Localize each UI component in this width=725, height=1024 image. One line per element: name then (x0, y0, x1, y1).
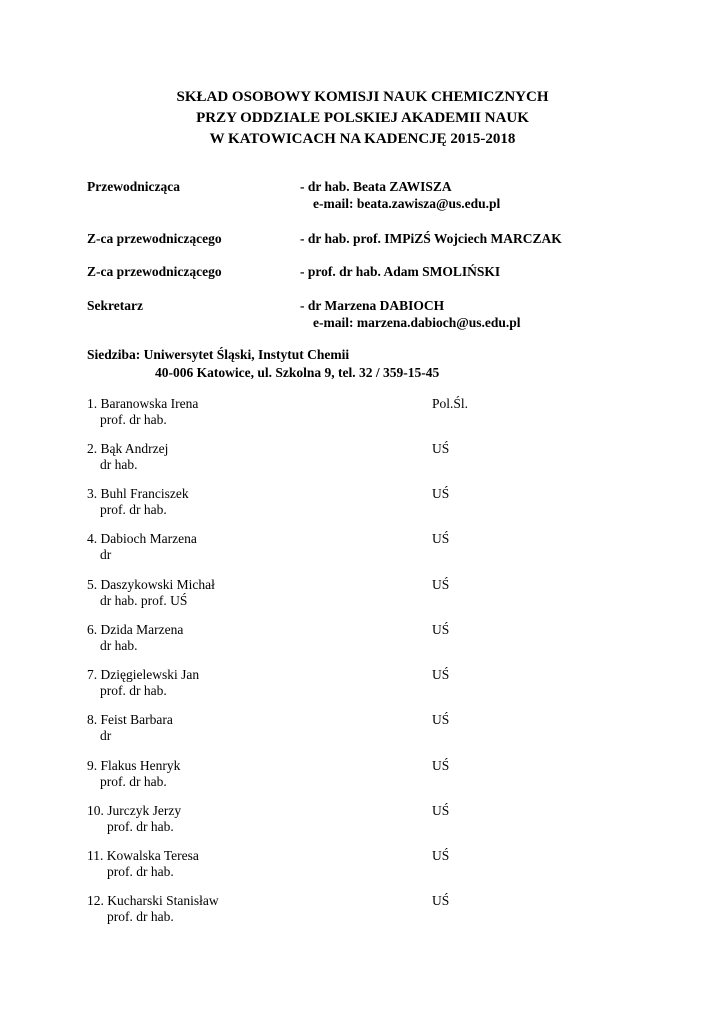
member-institution: UŚ (432, 441, 450, 456)
list-item (87, 577, 215, 608)
officer-role: Sekretarz (87, 298, 143, 313)
list-item (87, 893, 219, 924)
member-degree: dr (100, 546, 112, 562)
member-degree: prof. dr hab. (100, 411, 167, 427)
member-institution: Pol.Śl. (432, 396, 469, 411)
member-institution: UŚ (432, 531, 450, 546)
member-institution: UŚ (432, 577, 450, 592)
officer-email: e-mail: beata.zawisza@us.edu.pl (313, 196, 501, 211)
member-institution: UŚ (432, 893, 450, 908)
title-line-3: W KATOWICACH NA KADENCJĘ 2015-2018 (209, 131, 516, 147)
member-degree: prof. dr hab. (100, 773, 167, 789)
officer-person: - prof. dr hab. Adam SMOLIŃSKI (300, 264, 501, 279)
member-name: 4. Dabioch Marzena (87, 531, 197, 546)
title-line-2: PRZY ODDZIALE POLSKIEJ AKADEMII NAUK (196, 110, 529, 126)
list-item (87, 758, 180, 789)
member-degree: dr hab. (100, 456, 138, 472)
title-line-1: SKŁAD OSOBOWY KOMISJI NAUK CHEMICZNYCH (176, 89, 549, 105)
list-item (87, 848, 199, 879)
list-item (87, 803, 181, 834)
list-item (87, 531, 197, 562)
member-degree: prof. dr hab. (107, 908, 174, 924)
officer-person: - dr hab. Beata ZAWISZA (300, 179, 452, 194)
member-institution: UŚ (432, 848, 450, 863)
list-item (87, 441, 168, 472)
officer-role: Z-ca przewodniczącego (87, 264, 222, 279)
member-degree: prof. dr hab. (100, 501, 167, 517)
officer-role: Przewodnicząca (87, 179, 180, 194)
member-institution: UŚ (432, 758, 450, 773)
officer-person: - dr hab. prof. IMPiZŚ Wojciech MARCZAK (300, 231, 562, 246)
member-name: 11. Kowalska Teresa (87, 848, 199, 863)
list-item (87, 667, 199, 698)
officer-role: Z-ca przewodniczącego (87, 231, 222, 246)
member-degree: prof. dr hab. (100, 682, 167, 698)
officer-person: - dr Marzena DABIOCH (300, 298, 445, 313)
member-institution: UŚ (432, 712, 450, 727)
member-institution: UŚ (432, 622, 450, 637)
member-name: 9. Flakus Henryk (87, 758, 181, 773)
member-degree: dr hab. prof. UŚ (100, 592, 188, 608)
member-degree: dr (100, 727, 112, 743)
member-name: 1. Baranowska Irena (87, 396, 199, 411)
list-item (87, 486, 189, 517)
member-name: 7. Dzięgielewski Jan (87, 667, 200, 682)
member-institution: UŚ (432, 803, 450, 818)
officer-email: e-mail: marzena.dabioch@us.edu.pl (313, 315, 521, 330)
list-item (87, 622, 183, 653)
list-item (87, 712, 173, 743)
member-degree: prof. dr hab. (107, 863, 174, 879)
seat-line-1: Siedziba: Uniwersytet Śląski, Instytut Chemii (87, 347, 350, 362)
member-name: 12. Kucharski Stanisław (87, 893, 219, 908)
member-name: 2. Bąk Andrzej (87, 441, 169, 456)
list-item (87, 396, 198, 427)
member-degree: prof. dr hab. (107, 818, 174, 834)
member-institution: UŚ (432, 667, 450, 682)
document-title (0, 87, 725, 150)
member-name: 3. Buhl Franciszek (87, 486, 189, 501)
member-degree: dr hab. (100, 637, 138, 653)
member-name: 5. Daszykowski Michał (87, 577, 215, 592)
seat-line-2: 40-006 Katowice, ul. Szkolna 9, tel. 32 / 359-15-45 (155, 365, 440, 380)
member-name: 10. Jurczyk Jerzy (87, 803, 182, 818)
member-name: 8. Feist Barbara (87, 712, 173, 727)
member-institution: UŚ (432, 486, 450, 501)
member-name: 6. Dzida Marzena (87, 622, 184, 637)
